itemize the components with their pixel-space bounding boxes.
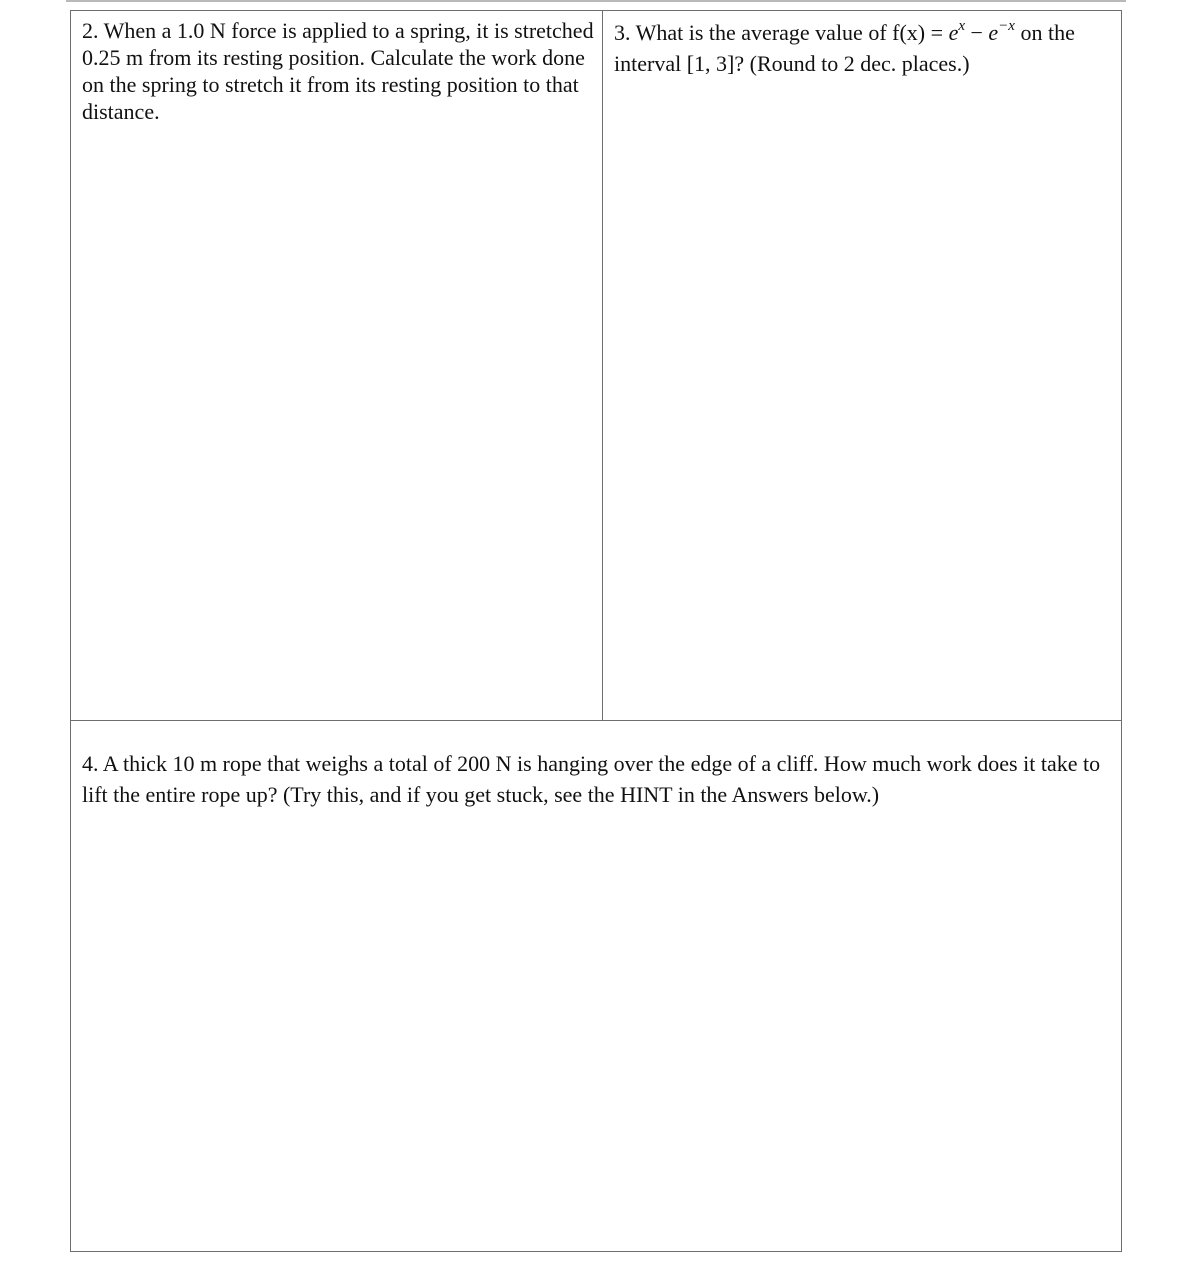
exponent-1: x bbox=[958, 17, 965, 34]
exp-base-2: e bbox=[988, 20, 999, 45]
problem-3-tail: on the interval bbox=[614, 20, 1075, 76]
problem-4-text: 4. A thick 10 m rope that weighs a total of 200 N is hanging over the edge of a cliff. How much work does it take to lift the entire rope up? (Try this, and if you get stuck, see the HINT in the Answers below.) bbox=[82, 751, 1101, 807]
problem-3-lead: 3. What is the average value of bbox=[614, 20, 893, 45]
problem-2-cell bbox=[70, 10, 603, 721]
exponent-2: −x bbox=[998, 17, 1015, 34]
problem-2-text: 2. When a 1.0 N force is applied to a spring, it is stretched 0.25 m from its resting position. Calculate the work done on the spring to stretch it from its resting position to that distance. bbox=[82, 18, 594, 124]
interval: [1, 3] bbox=[686, 51, 735, 76]
equals-sign: = bbox=[925, 20, 949, 45]
problem-3-text bbox=[614, 17, 1113, 79]
top-rule bbox=[66, 0, 1126, 2]
problem-3-cell bbox=[602, 10, 1122, 721]
problem-3-end: ? (Round to 2 dec. places.) bbox=[734, 51, 970, 76]
problem-4-cell bbox=[70, 720, 1122, 1252]
function-name: f(x) bbox=[892, 20, 926, 45]
minus-sign: − bbox=[965, 20, 989, 45]
exp-base-1: e bbox=[948, 20, 959, 45]
